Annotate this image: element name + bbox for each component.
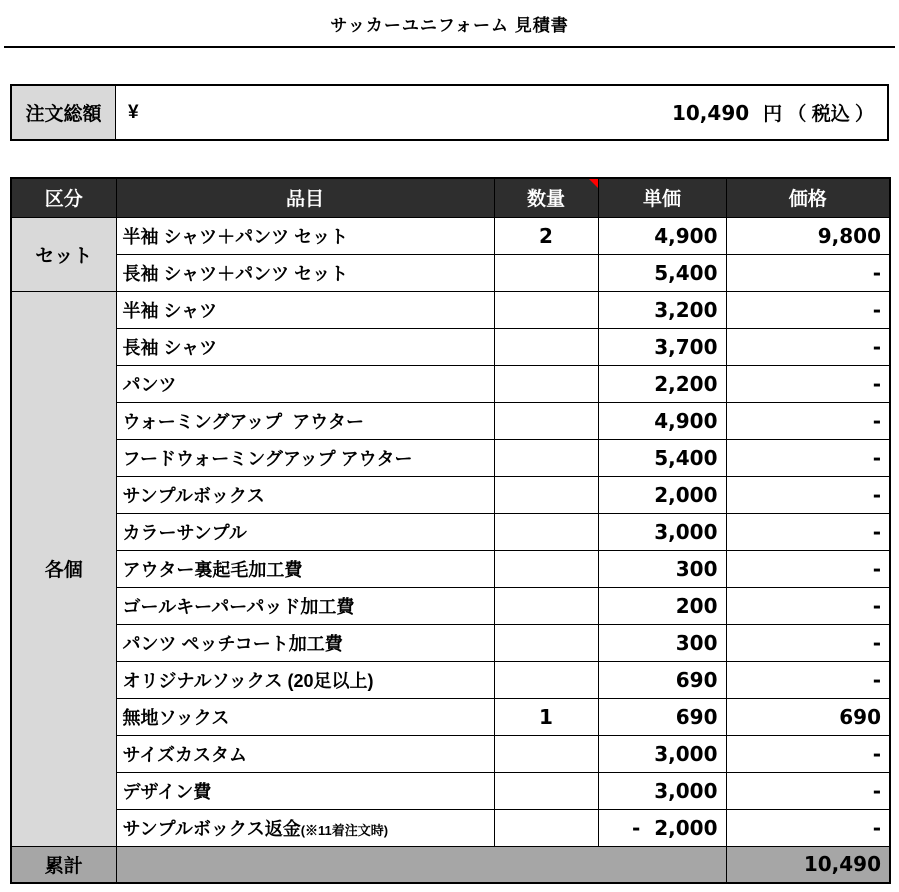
unit-price-cell: - 2,000 bbox=[598, 809, 726, 846]
unit-price-cell: 3,000 bbox=[598, 735, 726, 772]
price-cell: - bbox=[726, 809, 890, 846]
quantity-cell bbox=[494, 735, 598, 772]
order-total-section bbox=[10, 84, 889, 141]
page-title: サッカーユニフォーム 見積書 bbox=[330, 16, 569, 35]
item-name: サンプルボックス返金 bbox=[122, 818, 301, 839]
column-header-item: 品目 bbox=[116, 178, 494, 217]
order-total-label: 注文総額 bbox=[12, 86, 116, 139]
table-row bbox=[11, 772, 890, 809]
table-row bbox=[11, 217, 890, 254]
price-cell: - bbox=[726, 661, 890, 698]
quantity-cell bbox=[494, 402, 598, 439]
price-cell: - bbox=[726, 365, 890, 402]
price-cell: - bbox=[726, 291, 890, 328]
item-name-cell: ゴールキーパーパッド加工費 bbox=[116, 587, 494, 624]
unit-price-cell: 3,700 bbox=[598, 328, 726, 365]
table-row bbox=[11, 439, 890, 476]
quantity-cell bbox=[494, 550, 598, 587]
order-total-amount: 10,490 bbox=[671, 100, 750, 125]
quantity-cell bbox=[494, 254, 598, 291]
item-name-cell: カラーサンプル bbox=[116, 513, 494, 550]
unit-price-cell: 300 bbox=[598, 550, 726, 587]
quantity-cell: 2 bbox=[494, 217, 598, 254]
group-cell-individual: 各個 bbox=[11, 291, 116, 846]
column-header-quantity bbox=[494, 178, 598, 217]
item-name-cell: アウター裏起毛加工費 bbox=[116, 550, 494, 587]
table-row bbox=[11, 365, 890, 402]
quantity-cell: 1 bbox=[494, 698, 598, 735]
item-name-cell: パンツ ペッチコート加工費 bbox=[116, 624, 494, 661]
price-cell: - bbox=[726, 476, 890, 513]
price-cell: - bbox=[726, 328, 890, 365]
item-name-cell: ウォーミングアップ アウター bbox=[116, 402, 494, 439]
price-cell: - bbox=[726, 439, 890, 476]
unit-price-cell: 2,200 bbox=[598, 365, 726, 402]
price-cell: - bbox=[726, 735, 890, 772]
quantity-cell bbox=[494, 439, 598, 476]
unit-price-cell: 3,000 bbox=[598, 513, 726, 550]
table-row bbox=[11, 402, 890, 439]
quantity-cell bbox=[494, 772, 598, 809]
table-row bbox=[11, 661, 890, 698]
unit-price-cell: 690 bbox=[598, 698, 726, 735]
item-name-cell: サイズカスタム bbox=[116, 735, 494, 772]
quantity-cell bbox=[494, 513, 598, 550]
quantity-cell bbox=[494, 365, 598, 402]
table-row bbox=[11, 587, 890, 624]
item-name-cell: パンツ bbox=[116, 365, 494, 402]
unit-price-cell: 5,400 bbox=[598, 439, 726, 476]
table-row bbox=[11, 698, 890, 735]
footer-row bbox=[11, 846, 890, 883]
footer-label: 累計 bbox=[11, 846, 116, 883]
price-cell: - bbox=[726, 513, 890, 550]
price-cell: - bbox=[726, 624, 890, 661]
table-row bbox=[11, 735, 890, 772]
order-total-value bbox=[116, 86, 887, 139]
footer-spacer bbox=[116, 846, 726, 883]
item-name-cell: サンプルボックス bbox=[116, 476, 494, 513]
table-row bbox=[11, 254, 890, 291]
column-header-price: 価格 bbox=[726, 178, 890, 217]
table-row bbox=[11, 513, 890, 550]
table-row bbox=[11, 809, 890, 846]
table-row bbox=[11, 550, 890, 587]
unit-price-cell: 200 bbox=[598, 587, 726, 624]
quantity-cell bbox=[494, 624, 598, 661]
price-cell: 9,800 bbox=[726, 217, 890, 254]
header-row bbox=[11, 178, 890, 217]
unit-price-cell: 3,000 bbox=[598, 772, 726, 809]
column-header-quantity-label: 数量 bbox=[526, 189, 565, 211]
quantity-cell bbox=[494, 661, 598, 698]
comment-marker-icon bbox=[589, 179, 598, 188]
price-cell: - bbox=[726, 772, 890, 809]
quotation-table bbox=[10, 177, 891, 884]
price-cell: - bbox=[726, 587, 890, 624]
quantity-cell bbox=[494, 328, 598, 365]
quantity-cell bbox=[494, 291, 598, 328]
unit-price-cell: 5,400 bbox=[598, 254, 726, 291]
table-row bbox=[11, 476, 890, 513]
table-row bbox=[11, 624, 890, 661]
unit-price-cell: 3,200 bbox=[598, 291, 726, 328]
item-name-cell: 長袖 シャツ＋パンツ セット bbox=[116, 254, 494, 291]
order-total-suffix: 円 （ 税込 ） bbox=[763, 104, 874, 125]
item-name-cell: 長袖 シャツ bbox=[116, 328, 494, 365]
unit-price-cell: 300 bbox=[598, 624, 726, 661]
item-name-cell: デザイン費 bbox=[116, 772, 494, 809]
item-name-cell: オリジナルソックス (20足以上) bbox=[116, 661, 494, 698]
column-header-category: 区分 bbox=[11, 178, 116, 217]
item-name-cell bbox=[116, 809, 494, 846]
column-header-unit-price: 単価 bbox=[598, 178, 726, 217]
footer-total: 10,490 bbox=[726, 846, 890, 883]
price-cell: - bbox=[726, 402, 890, 439]
unit-price-cell: 4,900 bbox=[598, 402, 726, 439]
price-cell: 690 bbox=[726, 698, 890, 735]
item-note: (※11着注文時) bbox=[300, 822, 389, 838]
quantity-cell bbox=[494, 476, 598, 513]
group-cell-set: セット bbox=[11, 217, 116, 291]
unit-price-cell: 690 bbox=[598, 661, 726, 698]
title-divider bbox=[4, 46, 895, 48]
unit-price-cell: 2,000 bbox=[598, 476, 726, 513]
unit-price-cell: 4,900 bbox=[598, 217, 726, 254]
quantity-cell bbox=[494, 587, 598, 624]
table-row bbox=[11, 291, 890, 328]
table-row bbox=[11, 328, 890, 365]
item-name-cell: フードウォーミングアップ アウター bbox=[116, 439, 494, 476]
currency-symbol: ¥ bbox=[128, 101, 139, 123]
item-name-cell: 無地ソックス bbox=[116, 698, 494, 735]
item-name-cell: 半袖 シャツ＋パンツ セット bbox=[116, 217, 494, 254]
quantity-cell bbox=[494, 809, 598, 846]
price-cell: - bbox=[726, 254, 890, 291]
item-name-cell: 半袖 シャツ bbox=[116, 291, 494, 328]
price-cell: - bbox=[726, 550, 890, 587]
